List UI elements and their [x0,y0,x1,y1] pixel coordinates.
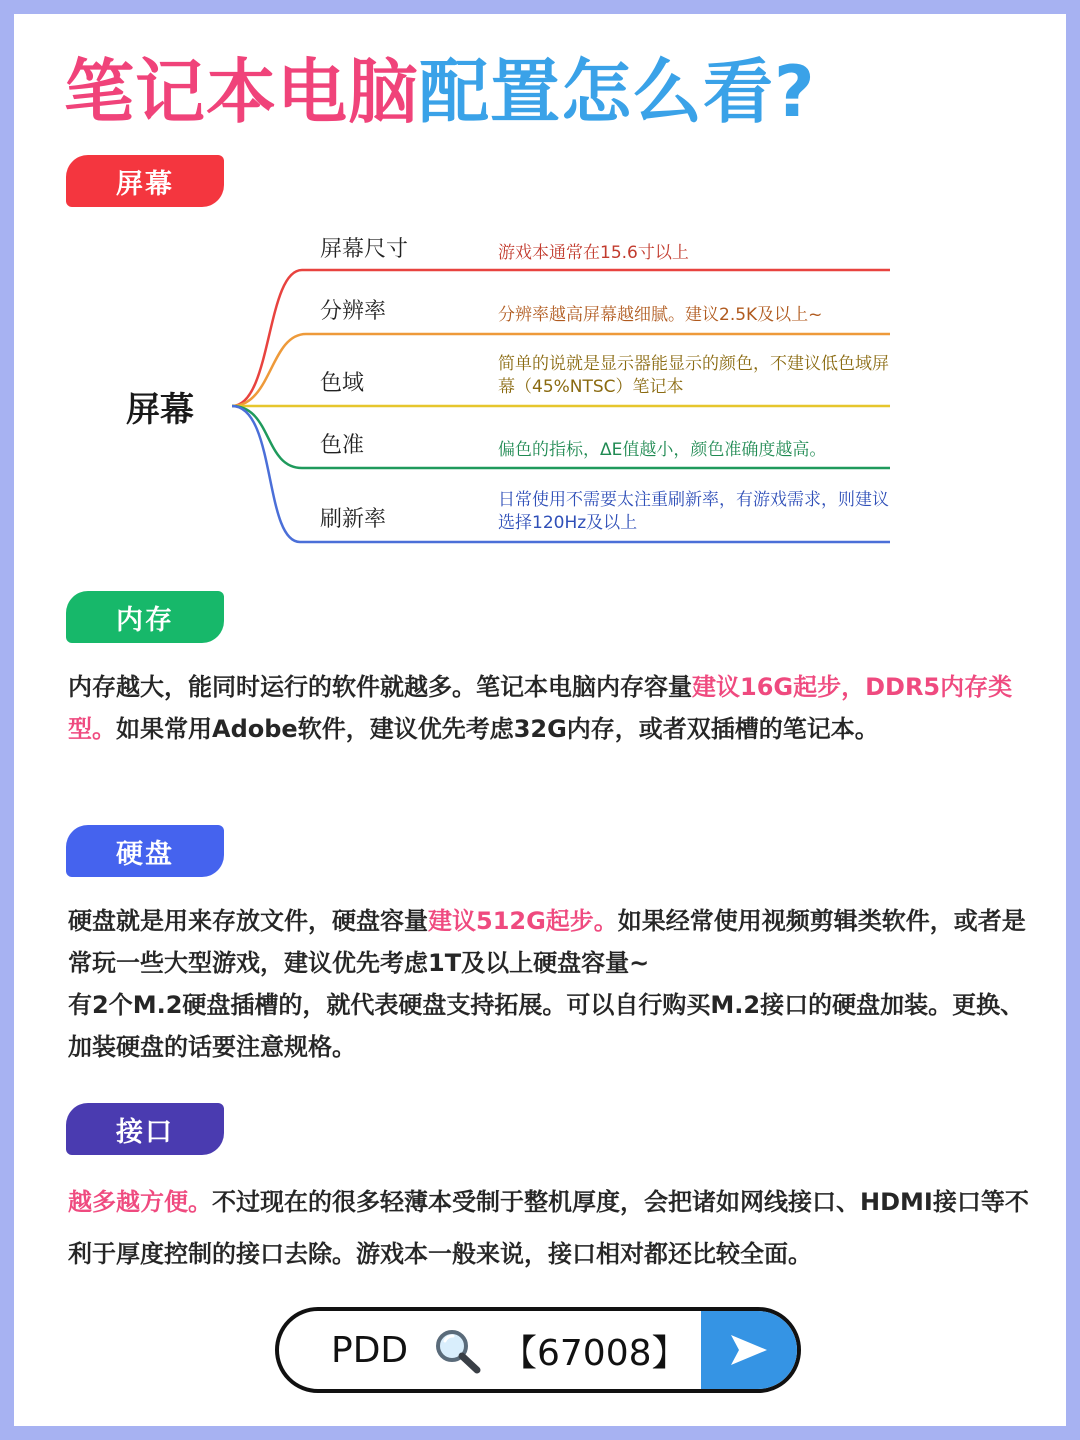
section-tag-ports: 接口 [66,1103,224,1155]
branch-key-refresh: 刷新率 [320,507,387,532]
content-card [14,14,1066,1426]
memory-paragraph [68,666,1028,750]
section-tag-screen: 屏幕 [66,155,224,207]
search-bar[interactable] [275,1307,801,1393]
ports-text1: 不过现在的很多轻薄本受制于整机厚度，会把诸如网线接口、HDMI接口等不利于厚度控制的接口去除。游戏本一般来说，接口相对都还比较全面。 [68,1188,1029,1268]
ports-paragraph [68,1176,1038,1280]
mindmap-root: 屏幕 [126,390,194,430]
branch-desc-refresh: 日常使用不需要太注重刷新率，有游戏需求，则建议选择120Hz及以上 [498,490,889,533]
ports-highlight: 越多越方便。 [68,1188,212,1216]
memory-text1: 内存越大，能同时运行的软件就越多。笔记本电脑内存容量 [68,673,692,701]
search-submit-button[interactable] [701,1311,797,1389]
branch-desc-accuracy: 偏色的指标，ΔE值越小，颜色准确度越高。 [498,440,827,460]
title-part1: 笔记本电脑 [64,51,419,133]
magnifier-icon [433,1328,483,1374]
disk-highlight: 建议512G起步。 [428,907,618,935]
title-part2: 配置怎么看? [419,51,816,133]
memory-text2: 如果常用Adobe软件，建议优先考虑32G内存，或者双插槽的笔记本。 [116,715,879,743]
branch-desc-resolution: 分辨率越高屏幕越细腻。建议2.5K及以上~ [498,305,823,325]
memory-highlight: 建议16G起步，DDR5内存类型。 [68,673,1013,743]
disk-text1: 硬盘就是用来存放文件，硬盘容量 [68,907,428,935]
section-tag-memory: 内存 [66,591,224,643]
branch-key-gamut: 色域 [320,371,365,396]
disk-text3: 有2个M.2硬盘插槽的，就代表硬盘支持拓展。可以自行购买M.2接口的硬盘加装。更换、加装硬盘的话要注意规格。 [68,991,1025,1061]
branch-desc-size: 游戏本通常在15.6寸以上 [498,243,689,263]
branch-desc-gamut: 简单的说就是显示器能显示的颜色，不建议低色域屏幕（45%NTSC）笔记本 [498,354,889,397]
branch-key-accuracy: 色准 [320,433,365,458]
disk-text2: 如果经常使用视频剪辑类软件，或者是常玩一些大型游戏，建议优先考虑1T及以上硬盘容量~ [68,907,1026,977]
disk-paragraph [68,900,1028,1068]
search-code: 【67008】 [501,1332,688,1374]
branch-key-resolution: 分辨率 [320,299,387,324]
arrow-right-icon [729,1333,769,1367]
section-tag-disk: 硬盘 [66,825,224,877]
search-label: PDD [331,1329,409,1371]
branch-key-size: 屏幕尺寸 [320,237,409,262]
